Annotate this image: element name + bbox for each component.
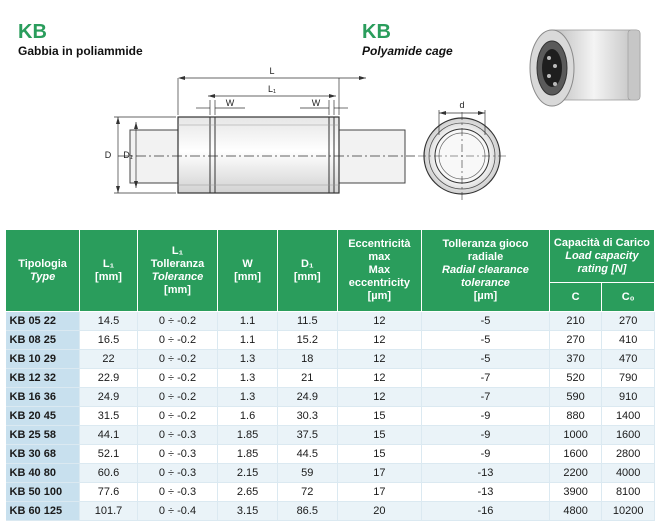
dimension-l1 <box>208 84 336 98</box>
cell-d1: 18 <box>277 350 337 369</box>
cell-c: 3900 <box>549 483 602 502</box>
cell-d1: 37.5 <box>277 426 337 445</box>
specification-table <box>5 229 655 521</box>
dimension-w-left-label: W <box>225 98 235 108</box>
table-row <box>6 464 655 483</box>
dimension-d1-label: D₁ <box>123 150 133 160</box>
cell-d1: 24.9 <box>277 388 337 407</box>
cell-w: 2.15 <box>218 464 278 483</box>
cell-type: KB 40 80 <box>6 464 80 483</box>
cell-eccentricity: 15 <box>337 426 421 445</box>
table-row <box>6 369 655 388</box>
cell-d1: 86.5 <box>277 502 337 521</box>
cell-c0: 910 <box>602 388 655 407</box>
cell-c: 1000 <box>549 426 602 445</box>
header-load-capacity: Capacità di Carico Load capacity rating [N] <box>549 230 654 283</box>
cell-w: 2.65 <box>218 483 278 502</box>
title-english: KB <box>362 21 391 43</box>
cell-w: 1.6 <box>218 407 278 426</box>
dimension-l-label: L <box>269 66 275 76</box>
cell-c: 590 <box>549 388 602 407</box>
cell-c: 4800 <box>549 502 602 521</box>
cell-eccentricity: 12 <box>337 331 421 350</box>
cell-tolerance: 0 ÷ -0.4 <box>137 502 217 521</box>
cell-type: KB 50 100 <box>6 483 80 502</box>
cell-c: 520 <box>549 369 602 388</box>
cell-c: 880 <box>549 407 602 426</box>
cell-w: 1.3 <box>218 388 278 407</box>
dimension-w-right-label: W <box>311 98 321 108</box>
cell-l1: 14.5 <box>80 312 138 331</box>
header-c: C <box>549 283 602 312</box>
table-row <box>6 407 655 426</box>
cell-c: 370 <box>549 350 602 369</box>
technical-drawing <box>0 0 660 225</box>
cell-tolerance: 0 ÷ -0.2 <box>137 388 217 407</box>
cell-d1: 72 <box>277 483 337 502</box>
header-c0: C₀ <box>602 283 655 312</box>
cell-l1: 22.9 <box>80 369 138 388</box>
cell-radial-clearance: -5 <box>422 350 550 369</box>
bushing-front-view <box>418 112 506 200</box>
cell-tolerance: 0 ÷ -0.2 <box>137 312 217 331</box>
cell-d1: 21 <box>277 369 337 388</box>
header-w: W [mm] <box>218 230 278 312</box>
cell-tolerance: 0 ÷ -0.2 <box>137 350 217 369</box>
header-eccentricity: Eccentricità max Max eccentricity [µm] <box>337 230 421 312</box>
cell-type: KB 08 25 <box>6 331 80 350</box>
cell-type: KB 16 36 <box>6 388 80 407</box>
cell-c0: 1600 <box>602 426 655 445</box>
table-row <box>6 331 655 350</box>
cell-eccentricity: 17 <box>337 464 421 483</box>
cell-eccentricity: 20 <box>337 502 421 521</box>
cell-d1: 30.3 <box>277 407 337 426</box>
cell-l1: 52.1 <box>80 445 138 464</box>
cell-w: 1.3 <box>218 369 278 388</box>
cell-d1: 44.5 <box>277 445 337 464</box>
cell-c0: 270 <box>602 312 655 331</box>
cell-eccentricity: 12 <box>337 312 421 331</box>
cell-eccentricity: 12 <box>337 350 421 369</box>
cell-eccentricity: 17 <box>337 483 421 502</box>
dimension-w-left <box>196 98 245 115</box>
cell-l1: 101.7 <box>80 502 138 521</box>
cell-d1: 11.5 <box>277 312 337 331</box>
cell-type: KB 20 45 <box>6 407 80 426</box>
cell-tolerance: 0 ÷ -0.3 <box>137 445 217 464</box>
cell-tolerance: 0 ÷ -0.2 <box>137 369 217 388</box>
cell-l1: 16.5 <box>80 331 138 350</box>
cell-c0: 4000 <box>602 464 655 483</box>
cell-tolerance: 0 ÷ -0.3 <box>137 426 217 445</box>
cell-radial-clearance: -16 <box>422 502 550 521</box>
header-radial-clearance: Tolleranza gioco radiale Radial clearance tolerance [µm] <box>422 230 550 312</box>
cell-c0: 790 <box>602 369 655 388</box>
header-tolerance: L₁ Tolleranza Tolerance [mm] <box>137 230 217 312</box>
cell-c0: 8100 <box>602 483 655 502</box>
cell-c: 270 <box>549 331 602 350</box>
cell-type: KB 60 125 <box>6 502 80 521</box>
cell-radial-clearance: -7 <box>422 388 550 407</box>
table-row <box>6 426 655 445</box>
table-row <box>6 483 655 502</box>
cell-type: KB 10 29 <box>6 350 80 369</box>
cell-type: KB 12 32 <box>6 369 80 388</box>
cell-c0: 2800 <box>602 445 655 464</box>
cell-tolerance: 0 ÷ -0.2 <box>137 407 217 426</box>
cell-c0: 470 <box>602 350 655 369</box>
cell-eccentricity: 12 <box>337 388 421 407</box>
cell-radial-clearance: -5 <box>422 331 550 350</box>
cell-d1: 15.2 <box>277 331 337 350</box>
cell-c0: 410 <box>602 331 655 350</box>
cell-w: 1.3 <box>218 350 278 369</box>
table-row <box>6 388 655 407</box>
cell-c: 1600 <box>549 445 602 464</box>
cell-w: 1.1 <box>218 331 278 350</box>
cell-radial-clearance: -13 <box>422 464 550 483</box>
cell-c: 210 <box>549 312 602 331</box>
cell-l1: 77.6 <box>80 483 138 502</box>
header-d1: D₁ [mm] <box>277 230 337 312</box>
header-type: Tipologia Type <box>6 230 80 312</box>
dimension-d-label: D <box>104 150 112 160</box>
dimension-bore-label: d <box>459 100 465 110</box>
cell-eccentricity: 12 <box>337 369 421 388</box>
cell-radial-clearance: -5 <box>422 312 550 331</box>
cell-d1: 59 <box>277 464 337 483</box>
header-l1: L₁ [mm] <box>80 230 138 312</box>
cell-c: 2200 <box>549 464 602 483</box>
cell-w: 1.85 <box>218 445 278 464</box>
table-row <box>6 350 655 369</box>
cell-radial-clearance: -9 <box>422 407 550 426</box>
cell-c0: 1400 <box>602 407 655 426</box>
cell-tolerance: 0 ÷ -0.3 <box>137 464 217 483</box>
cell-radial-clearance: -13 <box>422 483 550 502</box>
subtitle-english: Polyamide cage <box>362 44 453 58</box>
dimension-l1-label: L₁ <box>267 84 277 94</box>
cell-radial-clearance: -9 <box>422 426 550 445</box>
cell-tolerance: 0 ÷ -0.2 <box>137 331 217 350</box>
table-row <box>6 312 655 331</box>
cell-type: KB 05 22 <box>6 312 80 331</box>
cell-radial-clearance: -7 <box>422 369 550 388</box>
table-row <box>6 502 655 521</box>
cell-c0: 10200 <box>602 502 655 521</box>
cell-w: 3.15 <box>218 502 278 521</box>
table-row <box>6 445 655 464</box>
subtitle-italian: Gabbia in poliammide <box>18 44 143 58</box>
cell-eccentricity: 15 <box>337 445 421 464</box>
cell-radial-clearance: -9 <box>422 445 550 464</box>
dimension-w-right <box>300 98 348 115</box>
cell-l1: 22 <box>80 350 138 369</box>
cell-tolerance: 0 ÷ -0.3 <box>137 483 217 502</box>
cell-eccentricity: 15 <box>337 407 421 426</box>
cell-type: KB 25 58 <box>6 426 80 445</box>
cell-l1: 44.1 <box>80 426 138 445</box>
title-italian: KB <box>18 21 47 43</box>
cell-l1: 24.9 <box>80 388 138 407</box>
bushing-side-view <box>178 117 339 193</box>
cell-w: 1.1 <box>218 312 278 331</box>
product-photo <box>530 30 640 106</box>
cell-l1: 31.5 <box>80 407 138 426</box>
cell-l1: 60.6 <box>80 464 138 483</box>
cell-w: 1.85 <box>218 426 278 445</box>
cell-type: KB 30 68 <box>6 445 80 464</box>
